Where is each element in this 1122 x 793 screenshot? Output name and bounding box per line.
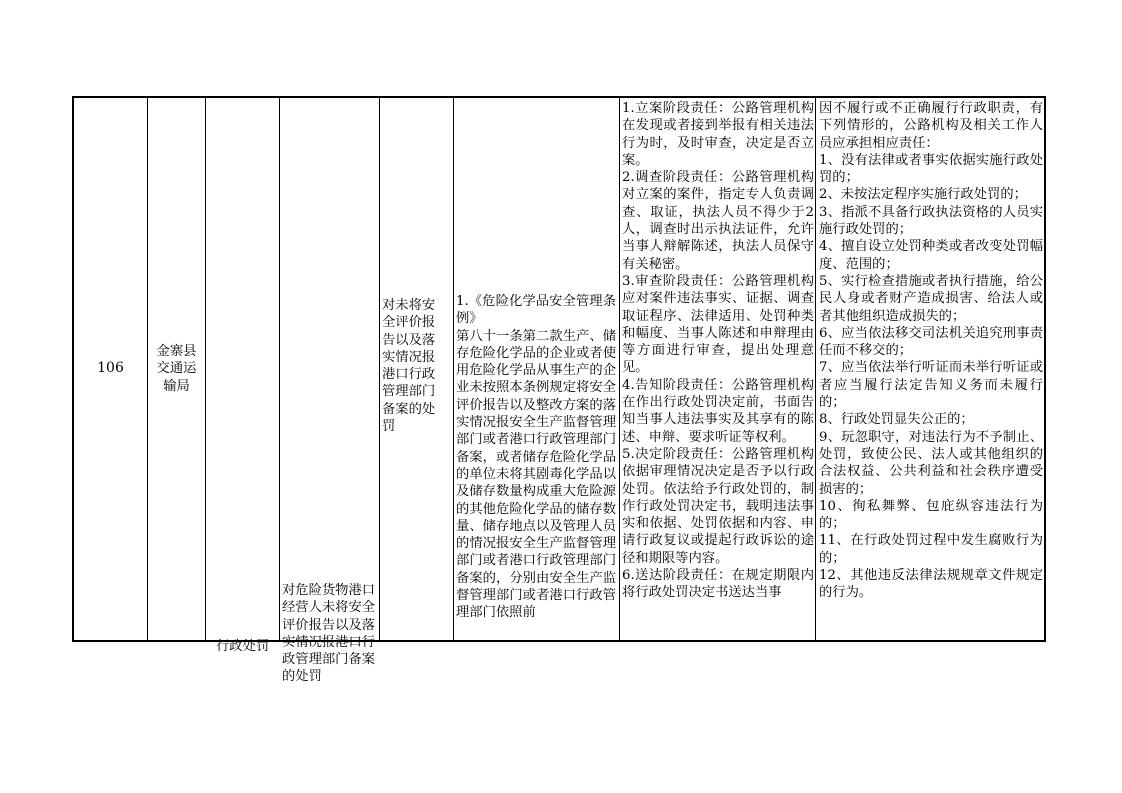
legal-basis-cell: [454, 98, 620, 640]
text-line: 6.送达阶段责任：在规定期限内将行政处罚决定书送达当事: [622, 568, 814, 601]
responsibility-cell: [620, 98, 816, 640]
department-cell: [148, 98, 206, 640]
text-line: 2.调查阶段责任：公路管理机构对立案的案件，指定专人负责调查、取证，执法人员不得少于2人，调查时出示执法证件，允许当事人辩解陈述，执法人员保守有关秘密。: [622, 170, 814, 272]
accountability-text: [819, 100, 1043, 602]
text-line: 6、应当依法移交司法机关追究刑事责任而不移交的；: [819, 325, 1043, 359]
text-line: 7、应当依法举行听证而未举行听证或者应当履行法定告知义务而未履行的；: [819, 360, 1043, 411]
text-line: 11、在行政处罚过程中发生腐败行为的；: [819, 533, 1043, 566]
item-name-cell: [280, 98, 380, 685]
text-line: 1、没有法律或者事实依据实施行政处罚的；: [819, 152, 1043, 186]
text-line: 8、行政处罚显失公正的；: [819, 412, 974, 428]
row-number: 106: [97, 360, 124, 377]
row-number-cell: [74, 98, 148, 640]
responsibility-text: [622, 100, 814, 602]
text-line: 4.告知阶段责任：公路管理机构在作出行政处罚决定前，书面告知当事人违法事实及其享有的陈述、申辩、要求听证等权利。: [622, 377, 814, 445]
text-line: 4、擅自设立处罚种类或者改变处罚幅度、范围的；: [819, 239, 1043, 272]
text-line: 3.审查阶段责任：公路管理机构应对案件违法事实、证据、调查取证程序、法律适用、处罚种类和幅度、当事人陈述和申辩理由等方面进行审查，提出处理意见。: [622, 273, 814, 376]
item-name: 对危险货物港口经营人未将安全评价报告以及落实情况报港口行政管理部门备案的处罚: [282, 583, 376, 685]
text-line: 2、未按法定程序实施行政处罚的；: [819, 187, 1027, 203]
text-line: 5.决定阶段责任：公路管理机构依据审理情况决定是否予以行政处罚。依法给予行政处罚的，制作行政处罚决定书，载明违法事实和依据、处罚依据和内容、申请行政复议或提起行政诉讼的途径和期限等内容。: [622, 446, 814, 566]
sub-item-cell: [380, 98, 454, 640]
sub-item-name: 对未将安全评价报告以及落实情况报港口行政管理部门备案的处罚: [382, 298, 436, 435]
category-cell: [206, 98, 280, 654]
responsibility-table: [72, 96, 1046, 685]
text-line: 1.立案阶段责任：公路管理机构在发现或者接到举报有相关违法行为时，及时审查，决定是否立案。: [622, 101, 814, 168]
text-line: 5、实行检查措施或者执行措施，给公民人身或者财产造成损害、给法人或者其他组织造成损失的；: [819, 273, 1043, 324]
text-line: 12、其他违反法律法规规章文件规定的行为。: [819, 568, 1043, 601]
text-line: 3、指派不具备行政执法资格的人员实施行政处罚的；: [819, 204, 1043, 238]
text-line: 10、徇私舞弊、包庇纵容违法行为的；: [819, 498, 1043, 532]
text-line: 因不履行或不正确履行行政职责，有下列情形的，公路机构及相关工作人员应承担相应责任：: [819, 101, 1043, 151]
text-line: 第八十一条第二款生产、储存危险化学品的企业或者使用危险化学品从事生产的企业未按照本条例规定将安全评价报告以及整改方案的落实情况报安全生产监督管理部门或者港口行政管理部门备案，或者储存危险化学品的单位未将其剧毒化学品以及储存数量构成重大危险源的其他危险化学品的储存数量、储存地点以及管理人员的情况报安全生产监督管理部门或者港口行政管理部门备案的，分别由安全生产监督管理部门或者港口行政管理部门依照前: [456, 328, 616, 621]
text-line: 9、玩忽职守，对违法行为不予制止、处罚，致使公民、法人或其他组织的合法权益、公共利益和社会秩序遭受损害的；: [819, 429, 1043, 497]
department-name: 金寨县交通运输局: [156, 344, 197, 394]
text-line: 1.《危险化学品安全管理条例》: [456, 294, 616, 327]
power-category: 行政处罚: [216, 639, 270, 654]
accountability-cell: [816, 98, 1046, 640]
legal-basis-text: [456, 293, 616, 622]
